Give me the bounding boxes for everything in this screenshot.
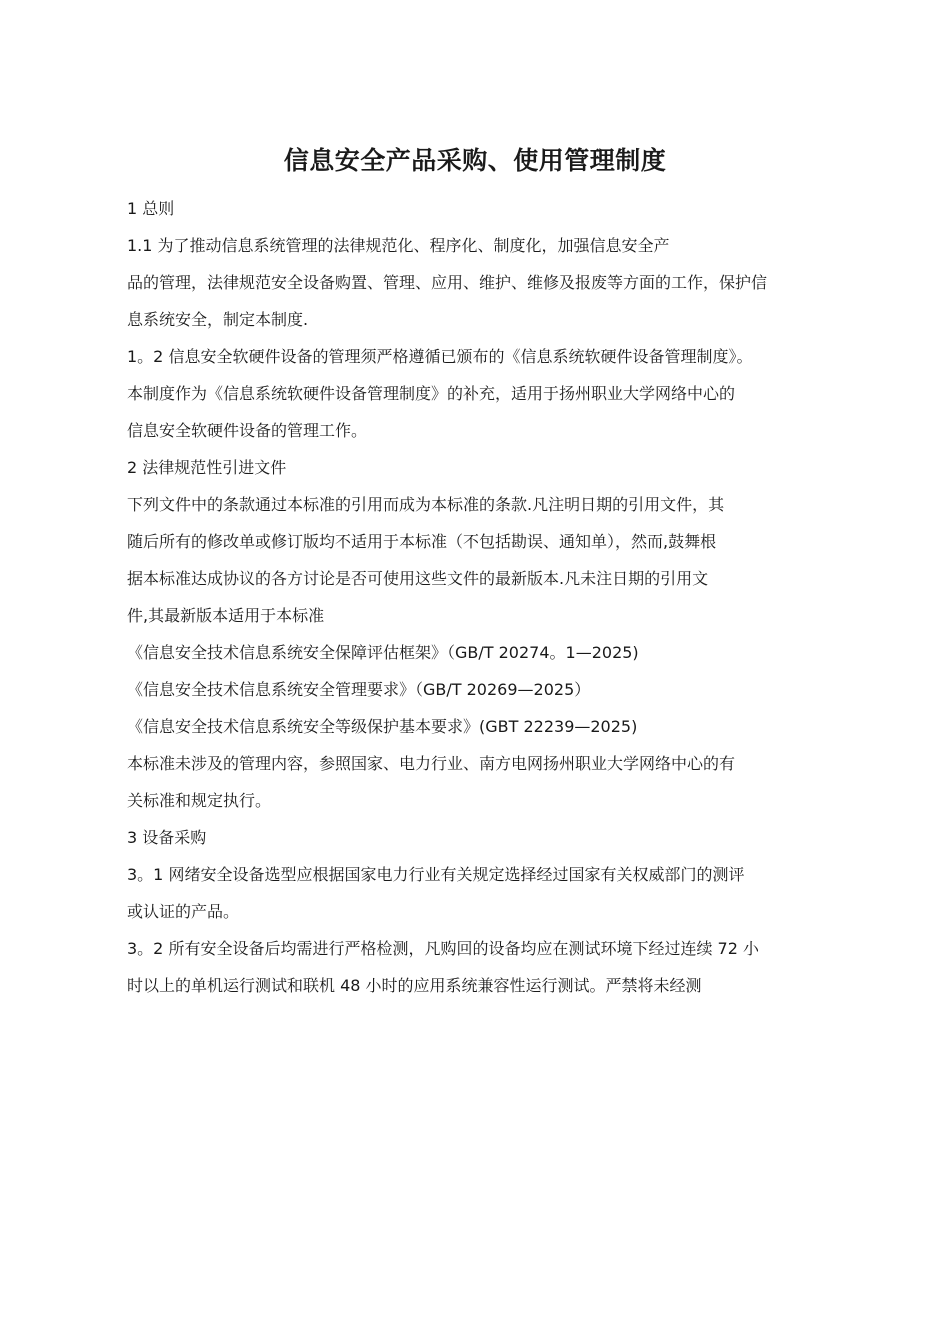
paragraph-references-line-1: 下列文件中的条款通过本标准的引用而成为本标准的条款.凡注明日期的引用文件，其: [127, 495, 725, 514]
paragraph-3-2-line-1: 3。2 所有安全设备后均需进行严格检测，凡购回的设备均应在测试环境下经过连续 72 小: [127, 939, 759, 958]
section-heading-references: 2 法律规范性引进文件: [127, 458, 287, 477]
document-body: [127, 196, 827, 1010]
paragraph-3-1-line-2: 或认证的产品。: [127, 902, 240, 921]
paragraph-1-2-line-3: 信息安全软硬件设备的管理工作。: [127, 421, 368, 440]
paragraph-3-2-line-2: 时以上的单机运行测试和联机 48 小时的应用系统兼容性运行测试。严禁将未经测: [127, 976, 702, 995]
section-heading-general: 1 总则: [127, 199, 175, 218]
paragraph-references-line-4: 件,其最新版本适用于本标准: [127, 606, 325, 625]
paragraph-1-2-line-2: 本制度作为《信息系统软硬件设备管理制度》的补充，适用于扬州职业大学网络中心的: [127, 384, 736, 403]
paragraph-references-line-2: 随后所有的修改单或修订版均不适用于本标准（不包括勘误、通知单），然而,鼓舞根: [127, 532, 717, 551]
paragraph-1-1-line-3: 息系统安全，制定本制度.: [127, 310, 309, 329]
paragraph-scope-line-1: 本标准未涉及的管理内容，参照国家、电力行业、南方电网扬州职业大学网络中心的有: [127, 754, 736, 773]
paragraph-1-1-line-1: 1.1 为了推动信息系统管理的法律规范化、程序化、制度化，加强信息安全产: [127, 236, 670, 255]
section-heading-procurement: 3 设备采购: [127, 828, 207, 847]
paragraph-1-2-line-1: 1。2 信息安全软硬件设备的管理须严格遵循已颁布的《信息系统软硬件设备管理制度》。: [127, 347, 753, 366]
reference-standard-2: 《信息安全技术信息系统安全管理要求》（GB/T 20269—2025）: [127, 680, 591, 699]
document-title: 信息安全产品采购、使用管理制度: [283, 146, 667, 175]
reference-standard-1: 《信息安全技术信息系统安全保障评估框架》（GB/T 20274。1—2025): [127, 643, 639, 662]
paragraph-1-1-line-2: 品的管理，法律规范安全设备购置、管理、应用、维护、维修及报废等方面的工作，保护信: [127, 273, 768, 292]
paragraph-3-1-line-1: 3。1 网绪安全设备选型应根据国家电力行业有关规定选择经过国家有关权威部门的测评: [127, 865, 745, 884]
paragraph-references-line-3: 据本标准达成协议的各方讨论是否可使用这些文件的最新版本.凡未注日期的引用文: [127, 569, 709, 588]
reference-standard-3: 《信息安全技术信息系统安全等级保护基本要求》(GBT 22239—2025): [127, 717, 638, 736]
paragraph-scope-line-2: 关标准和规定执行。: [127, 791, 272, 810]
